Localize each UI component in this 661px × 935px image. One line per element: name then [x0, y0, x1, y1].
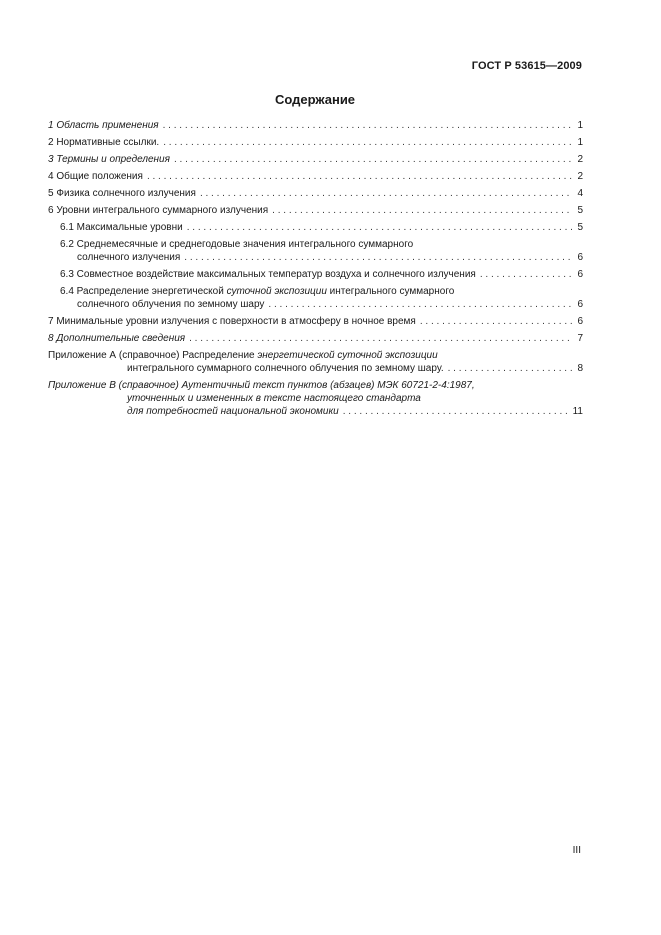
toc-entry-label-line1: Приложение В (справочное) Аутентичный текст пунктов (абзацев) МЭК 60721-2-4:1987, [48, 380, 475, 391]
toc-entry-6-2[interactable] [48, 238, 583, 264]
toc-entry-label: 4 Общие положения [48, 171, 143, 182]
toc-entry-appendix-b[interactable] [48, 379, 583, 418]
label-part: Приложение А (справочное) Распределение [48, 350, 258, 361]
label-part: 6.4 Распределение энергетической [60, 286, 227, 297]
toc-page-number: 4 [577, 188, 583, 199]
toc-page-number: 7 [577, 333, 583, 344]
toc-entry-label-line1: 6.2 Среднемесячные и среднегодовые значения интегрального суммарного [60, 239, 414, 250]
toc-entry-6[interactable] [48, 204, 583, 217]
toc-entry-label-line1 [60, 285, 583, 298]
dot-leader [200, 187, 573, 200]
dot-leader [189, 332, 573, 345]
toc-entry-label: 3 Термины и определения [48, 154, 170, 165]
toc-page-number: 2 [577, 154, 583, 165]
toc-entry-label-line2: интегрального суммарного солнечного облучения по земному шару. [127, 363, 444, 374]
label-part: интегрального суммарного [326, 286, 455, 297]
toc-entry-label-line2: солнечного облучения по земному шару [77, 299, 265, 310]
toc-entry-label: 7 Минимальные уровни излучения с поверхности в атмосферу в ночное время [48, 316, 416, 327]
toc-entry-1[interactable] [48, 119, 583, 132]
dot-leader [272, 204, 573, 217]
toc-page-number: 1 [577, 120, 583, 131]
toc-entry-3[interactable] [48, 153, 583, 166]
dot-leader [163, 119, 573, 132]
dot-leader [480, 268, 573, 281]
toc-entry-label: 6.3 Совместное воздействие максимальных температур воздуха и солнечного излучения [60, 269, 476, 280]
page-number: III [572, 845, 581, 856]
dot-leader [163, 136, 573, 149]
toc-heading: Содержание [274, 92, 356, 107]
dot-leader [184, 251, 573, 264]
dot-leader [147, 170, 573, 183]
label-part-italic: энергетической суточной экспозиции [257, 350, 438, 361]
toc-entry-label: 5 Физика солнечного излучения [48, 188, 196, 199]
toc-entry-6-4[interactable] [48, 285, 583, 311]
toc-entry-label-line2: уточненных и измененных в тексте настоящего стандарта [127, 393, 421, 404]
toc-entry-label: 6.1 Максимальные уровни [60, 222, 183, 233]
toc-entry-8[interactable] [48, 332, 583, 345]
dot-leader [343, 405, 571, 418]
dot-leader [268, 298, 573, 311]
toc-entry-5[interactable] [48, 187, 583, 200]
toc-page-number: 11 [572, 406, 583, 417]
toc-page-number: 8 [577, 363, 583, 374]
dot-leader [187, 221, 573, 234]
toc-entry-label-line2: солнечного излучения [77, 252, 181, 263]
toc-entry-label: 6 Уровни интегрального суммарного излучения [48, 205, 269, 216]
table-of-contents [48, 119, 583, 422]
toc-entry-appendix-a[interactable] [48, 349, 583, 375]
dot-leader [420, 315, 573, 328]
toc-page-number: 2 [577, 171, 583, 182]
toc-entry-label: 1 Область применения [48, 120, 159, 131]
toc-page-number: 6 [577, 252, 583, 263]
toc-page-number: 6 [577, 299, 583, 310]
toc-entry-label-line1 [48, 349, 583, 362]
toc-entry-7[interactable] [48, 315, 583, 328]
toc-entry-label: 2 Нормативные ссылки. [48, 137, 160, 148]
toc-entry-4[interactable] [48, 170, 583, 183]
dot-leader [448, 362, 573, 375]
document-code: ГОСТ Р 53615—2009 [471, 60, 582, 72]
toc-entry-6-3[interactable] [48, 268, 583, 281]
toc-page-number: 6 [577, 316, 583, 327]
toc-entry-6-1[interactable] [48, 221, 583, 234]
toc-page-number: 5 [577, 205, 583, 216]
label-part-italic: суточной экспозиции [226, 286, 327, 297]
toc-entry-label-line3: для потребностей национальной экономики [127, 406, 339, 417]
toc-page-number: 1 [577, 137, 583, 148]
toc-page-number: 5 [577, 222, 583, 233]
toc-page-number: 6 [577, 269, 583, 280]
dot-leader [174, 153, 573, 166]
toc-entry-2[interactable] [48, 136, 583, 149]
toc-entry-label: 8 Дополнительные сведения [48, 333, 186, 344]
